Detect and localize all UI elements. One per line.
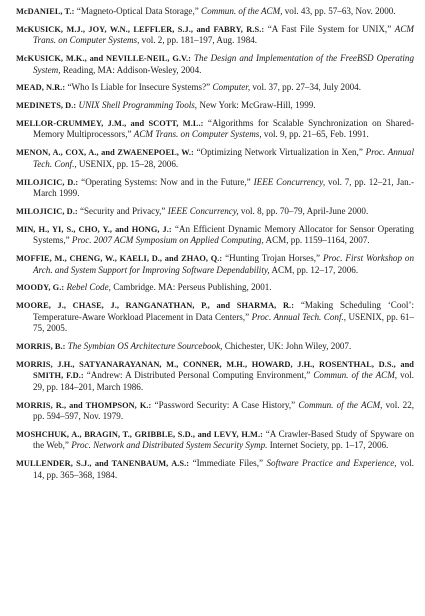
reference-entry xyxy=(16,458,414,481)
reference-authors: MILOJICIC, D.: xyxy=(16,206,78,216)
reference-venue: IEEE Concurrency, xyxy=(167,205,239,216)
reference-title: “Immediate Files,” xyxy=(192,458,263,469)
reference-details: vol. 9, pp. 21–65, Feb. 1991. xyxy=(263,129,369,140)
reference-details: vol. 37, pp. 27–34, July 2004. xyxy=(252,82,361,93)
reference-title: “Andrew: A Distributed Personal Computing Environment,” xyxy=(86,370,311,381)
reference-entry xyxy=(16,118,414,141)
reference-details: vol. 22, pp. 594–597, Nov. 1979. xyxy=(33,399,415,422)
reference-authors: MEDINETS, D.: xyxy=(16,101,77,111)
reference-entry xyxy=(16,53,414,76)
reference-venue: Commun. of the ACM, xyxy=(313,370,398,381)
reference-venue: Proc. 2007 ACM Symposium on Applied Computing, xyxy=(71,235,264,246)
reference-title: “Hunting Trojan Horses,” xyxy=(225,252,321,263)
reference-venue: Software Practice and Experience, xyxy=(266,458,397,469)
reference-entry xyxy=(16,6,414,18)
reference-title: “Making Scheduling ‘Cool’: Temperature-Aware Workload Placement in Data Centers,” xyxy=(33,299,415,322)
reference-title: “Optimizing Network Virtualization in Xen,” xyxy=(196,147,363,158)
reference-details: ACM, pp. 1159–1164, 2007. xyxy=(265,235,370,246)
reference-entry xyxy=(16,253,414,276)
reference-title: The Design and Implementation of the FreeBSD Operating System, xyxy=(33,53,414,75)
reference-details: vol. 43, pp. 57–63, Nov. 2000. xyxy=(284,6,396,16)
reference-details: Internet Society, pp. 1–17, 2006. xyxy=(269,440,389,451)
reference-entry xyxy=(16,177,414,200)
reference-details: Reading, MA: Addison-Wesley, 2004. xyxy=(62,64,202,75)
reference-authors: McDANIEL, T.: xyxy=(16,7,75,16)
reference-authors: MORRIS, R., and THOMPSON, K.: xyxy=(16,400,152,410)
reference-details: USENIX, pp. 15–28, 2006. xyxy=(78,158,179,169)
reference-authors: MOODY, G.: xyxy=(16,283,65,293)
reference-authors: MELLOR-CRUMMEY, J.M., and SCOTT, M.L.: xyxy=(16,118,204,128)
reference-list xyxy=(16,6,414,612)
reference-venue: Proc. Annual Tech. Conf., xyxy=(251,311,347,322)
reference-title: “A Crawler-Based Study of Spyware on the Web,” xyxy=(33,428,415,451)
reference-authors: MENON, A., COX, A., and ZWAENEPOEL, W.: xyxy=(16,148,194,158)
reference-entry xyxy=(16,300,414,335)
reference-details: Cambridge. MA: Perseus Publishing, 2001. xyxy=(113,282,272,293)
reference-details: vol. 29, pp. 184–201, March 1986. xyxy=(33,370,414,392)
reference-entry xyxy=(16,206,414,218)
reference-entry xyxy=(16,224,414,247)
reference-authors: MIN, H., YI, S., CHO, Y., and HONG, J.: xyxy=(16,224,172,234)
reference-title: “Password Security: A Case History,” xyxy=(154,399,296,410)
reference-title: “Algorithms for Scalable Synchronization on Shared-Memory Multiprocessors,” xyxy=(33,117,414,140)
reference-title: “Magneto-Optical Data Storage,” xyxy=(76,6,199,16)
reference-title: “Operating Systems: Now and in the Future,” xyxy=(81,176,251,187)
reference-details: USENIX, pp. 61–75, 2005. xyxy=(33,311,414,334)
reference-venue: Computer, xyxy=(212,82,251,93)
reference-details: vol. 14, pp. 365–368, 1984. xyxy=(33,458,414,480)
reference-venue: IEEE Concurrency, xyxy=(253,176,326,187)
reference-venue: Proc. Network and Distributed System Security Symp. xyxy=(71,440,268,451)
reference-details: New York: McGraw-Hill, 1999. xyxy=(199,100,316,111)
reference-venue: Commun. of the ACM, xyxy=(201,6,283,16)
reference-authors: MILOJICIC, D.: xyxy=(16,177,79,187)
reference-details: vol. 2, pp. 181–197, Aug. 1984. xyxy=(141,35,258,46)
reference-venue: Proc. Annual Tech. Conf., xyxy=(33,147,414,169)
reference-entry xyxy=(16,100,414,112)
reference-details: vol. 8, pp. 70–79, April-June 2000. xyxy=(240,205,369,216)
reference-title: “An Efficient Dynamic Memory Allocator for Sensor Operating Systems,” xyxy=(33,223,414,246)
reference-title: “Security and Privacy,” xyxy=(79,205,166,216)
reference-authors: MOSHCHUK, A., BRAGIN, T., GRIBBLE, S.D., and LEVY, H.M.: xyxy=(16,429,263,439)
reference-entry xyxy=(16,341,414,353)
reference-authors: MORRIS, J.H., SATYANARAYANAN, M., CONNER, M.H., HOWARD, J.H., ROSENTHAL, D.S., and SMITH, F.D.: xyxy=(16,359,414,381)
reference-authors: McKUSICK, M.J., JOY, W.N., LEFFLER, S.J., and FABRY, R.S.: xyxy=(16,24,265,34)
reference-venue: Proc. First Workshop on Arch. and System Support for Improving Software Dependability, xyxy=(33,252,414,275)
reference-venue: ACM Trans. on Computer Systems, xyxy=(33,23,414,46)
reference-entry xyxy=(16,282,414,294)
reference-title: Rebel Code, xyxy=(66,282,111,293)
reference-venue: Commun. of the ACM, xyxy=(298,399,383,410)
reference-authors: MORRIS, B.: xyxy=(16,341,66,351)
reference-entry xyxy=(16,82,414,94)
reference-details: Chichester, UK: John Wiley, 2007. xyxy=(224,340,352,351)
reference-title: The Symbian OS Architecture Sourcebook, xyxy=(67,340,223,351)
reference-entry xyxy=(16,147,414,170)
reference-entry xyxy=(16,24,414,47)
reference-entry xyxy=(16,359,414,394)
reference-title: UNIX Shell Programming Tools, xyxy=(78,100,198,111)
reference-title: “A Fast File System for UNIX,” xyxy=(267,23,392,34)
reference-title: “Who Is Liable for Insecure Systems?” xyxy=(67,82,211,93)
reference-authors: McKUSICK, M.K., and NEVILLE-NEIL, G.V.: xyxy=(16,54,191,64)
reference-authors: MOFFIE, M., CHENG, W., KAELI, D., and ZHAO, Q.: xyxy=(16,253,223,263)
reference-details: ACM, pp. 12–17, 2006. xyxy=(271,264,359,275)
reference-authors: MEAD, N.R.: xyxy=(16,83,66,93)
reference-authors: MOORE, J., CHASE, J., RANGANATHAN, P., and SHARMA, R.: xyxy=(16,300,295,310)
reference-entry xyxy=(16,429,414,452)
reference-entry xyxy=(16,400,414,423)
reference-venue: ACM Trans. on Computer Systems, xyxy=(133,129,262,140)
reference-authors: MULLENDER, S.J., and TANENBAUM, A.S.: xyxy=(16,459,190,469)
reference-details: vol. 7, pp. 12–21, Jan.-March 1999. xyxy=(33,176,415,199)
